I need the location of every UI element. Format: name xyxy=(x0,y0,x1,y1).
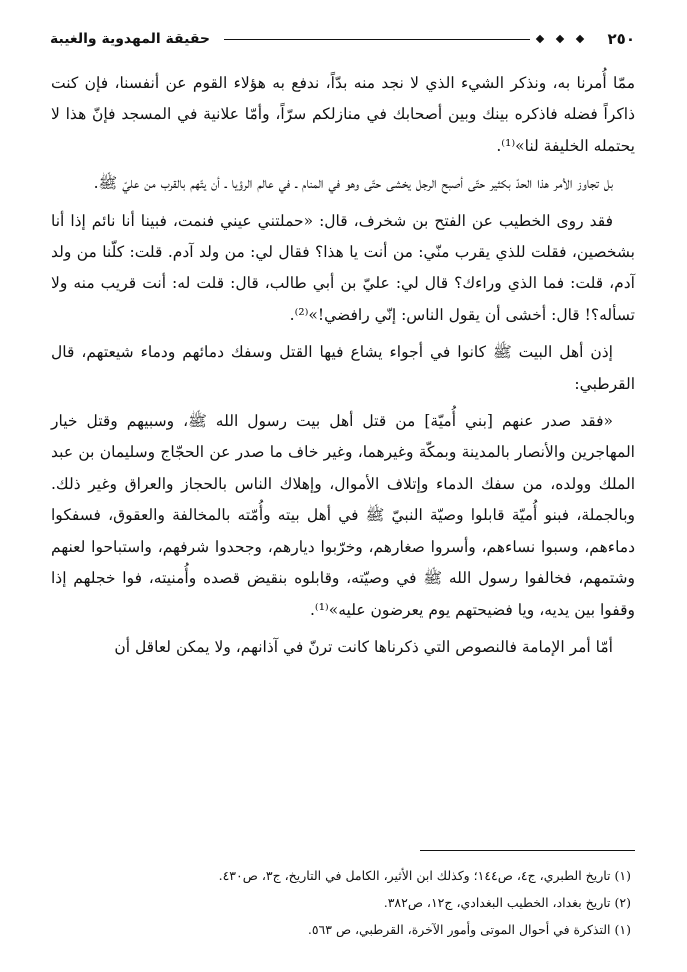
paragraph: بل تجاوز الأمر هذا الحدّ بكثير حتّى أصبح الرجل يخشى حتّى وهو في المنام ـ في عالم الرؤيا ـ أن يتّهم بالقرب من عليّ ﷺ. xyxy=(93,174,613,193)
footnote-separator xyxy=(420,850,635,851)
quotation: «فقد صدر عنهم [بني أُميّة] من قتل أهل بيت رسول الله ﷺ، وسبيهم وقتل خيار المهاجرين والأنصار بالمدينة وبمكّة وغيرهما، وغير خاف ما صدر عن الحجّاج وسليمان بن عبد الملك وولده، من سفك الدماء وإتلاف الأموال، وإهلاك الناس بالحجاز والعراق وغير ذلك. وبالجملة، فبنو أُميّة قابلوا وصيّة النبيّ ﷺ في أهل بيته وأُمّته بالمخالفة والعقوق، فسفكوا دماءهم، وسبوا نساءهم، وأسروا صغارهم، وخرّبوا ديارهم، وجحدوا شرفهم، واستباحوا لعنهم وشتمهم، فخالفوا رسول الله ﷺ في وصيّته، وقابلوه بنقيض قصده وأُمنيته، فوا خجلهم إذا وقفوا بين يديه، ويا فضيحتهم يوم يعرضون عليه»⁽¹⁾. xyxy=(51,412,635,619)
footnotes xyxy=(51,862,631,943)
ornament-diamond xyxy=(575,35,583,43)
paragraph: أمّا أمر الإمامة فالنصوص التي ذكرناها كانت ترنّ في آذانهم، ولا يمكن لعاقل أن xyxy=(114,637,613,656)
running-title: حقيقة المهدوية والغيبة xyxy=(50,31,210,47)
page-header xyxy=(50,26,635,52)
page-number: ٢٥٠ xyxy=(607,30,635,48)
header-line xyxy=(224,39,530,40)
header-rule xyxy=(224,36,590,42)
paragraph: ممّا أُمرنا به، ونذكر الشيء الذي لا نجد منه بدّاً، ندفع به هؤلاء القوم عن أنفسنا، فإن كنت ذاكراً فضله فاذكره بينك وبين أصحابك في منازلكم سرّاً، وأمّا علانية في المسجد فإنّ هذا لا يحتمله الخليفة لنا»⁽¹⁾. xyxy=(51,74,635,155)
ornament-diamond xyxy=(555,35,563,43)
footnote: (٢) تاريخ بغداد، الخطيب البغدادي، ج١٢، ص٣٨٢. xyxy=(383,895,631,910)
footnote: (١) تاريخ الطبري، ج٤، ص١٤٤؛ وكذلك ابن الأثير، الكامل في التاريخ، ج٣، ص٤٣٠. xyxy=(218,868,631,883)
paragraph: إذن أهل البيت ﷺ كانوا في أجواء يشاع فيها القتل وسفك دمائهم ودماء شيعتهم، قال القرطبي: xyxy=(51,343,635,393)
footnote: (١) التذكرة في أحوال الموتى وأمور الآخرة، القرطبي، ص ٥٦٣. xyxy=(307,922,631,937)
paragraph: فقد روى الخطيب عن الفتح بن شخرف، قال: «حملتني عيني فنمت، فبينا أنا نائم إذا أنا بشخصين، فقلت للذي يقرب منّي: من أنت يا هذا؟ فقال لي: من ولد آدم. قلت: كلّنا من ولد آدم، قلت: فما الذي وراءك؟ قال لي: عليّ بن أبي طالب، قال: قلت له: أنت قريب منه ولا تسأله؟! قال: أخشى أن يقول الناس: إنّي رافضي!»⁽²⁾. xyxy=(51,211,635,324)
ornament-diamond xyxy=(535,35,543,43)
main-text xyxy=(51,68,635,669)
